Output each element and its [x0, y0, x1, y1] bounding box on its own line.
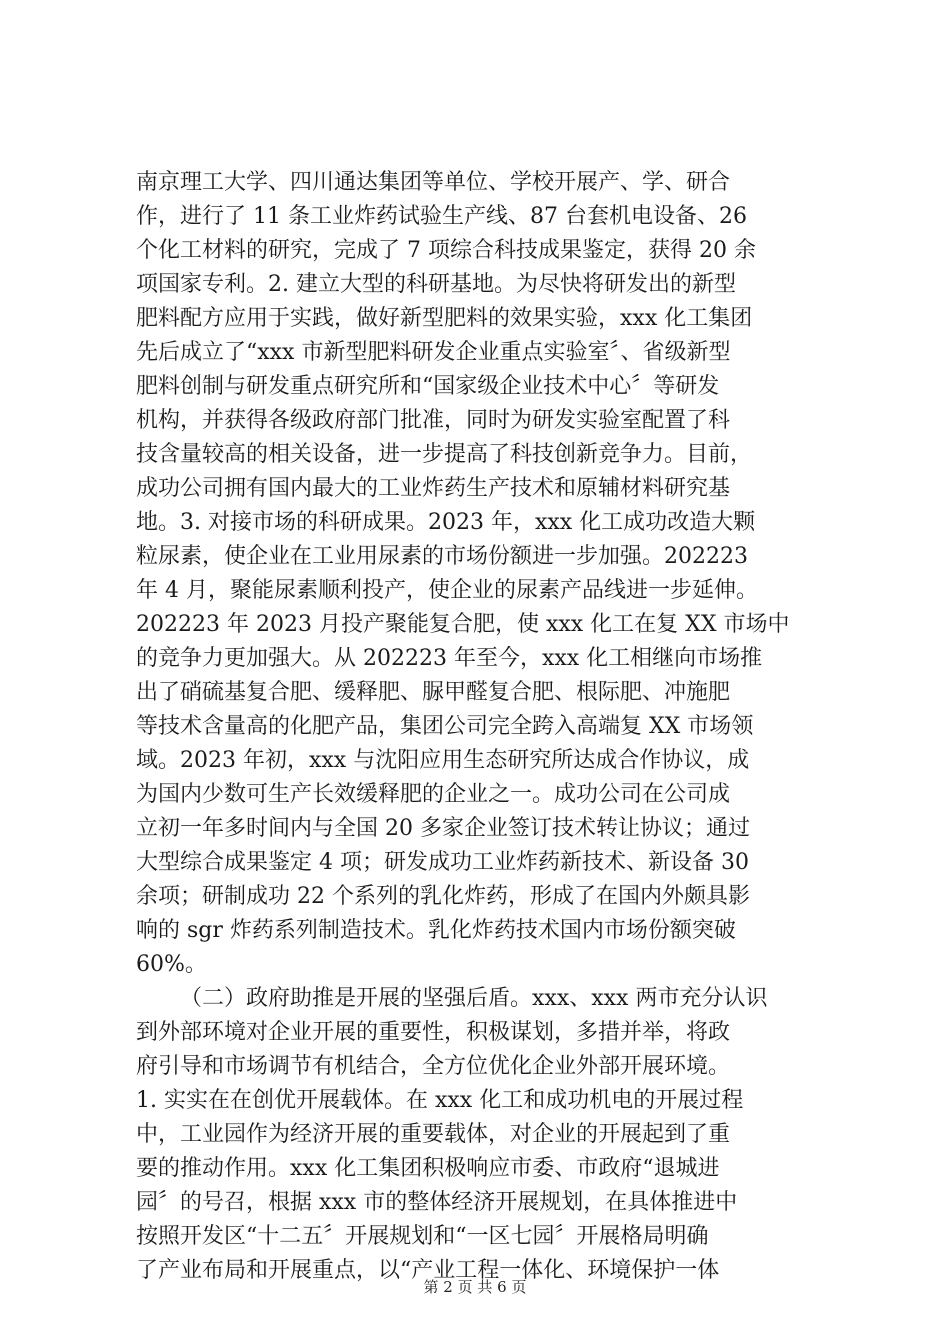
- paragraph-start-line: （二）政府助推是开展的坚强后盾。xxx、xxx 两市充分认识: [180, 986, 768, 1011]
- text-line: 要的推动作用。xxx 化工集团积极响应市委、市政府“退城进: [136, 1156, 720, 1181]
- text-line: 肥料配方应用于实践，做好新型肥料的效果实验，xxx 化工集团: [136, 306, 753, 331]
- text-line: 1. 实实在在创优开展载体。在 xxx 化工和成功机电的开展过程: [136, 1088, 744, 1113]
- text-line: 先后成立了“xxx 市新型肥料研发企业重点实验室〞、省级新型: [136, 340, 731, 365]
- text-line: 肥料创制与研发重点研究所和“国家级企业技术中心〞等研发: [136, 374, 720, 399]
- text-line: 作，进行了 11 条工业炸药试验生产线、87 台套机电设备、26: [136, 204, 747, 229]
- text-line: 个化工材料的研究，完成了 7 项综合科技成果鉴定，获得 20 余: [136, 238, 756, 263]
- text-line: 南京理工大学、四川通达集团等单位、学校开展产、学、研合: [136, 170, 731, 195]
- text-line: 了产业布局和开展重点，以“产业工程一体化、环境保护一体: [136, 1258, 720, 1283]
- text-line: 粒尿素，使企业在工业用尿素的市场份额进一步加强。202223: [136, 544, 748, 569]
- text-line: 域。2023 年初，xxx 与沈阳应用生态研究所达成合作协议，成: [136, 748, 750, 773]
- text-line: 为国内少数可生产长效缓释肥的企业之一。成功公司在公司成: [136, 782, 731, 807]
- text-line: 中，工业园作为经济开展的重要载体，对企业的开展起到了重: [136, 1122, 731, 1147]
- text-line: 到外部环境对企业开展的重要性，积极谋划，多措并举，将政: [136, 1020, 731, 1045]
- text-line: 园〞的号召，根据 xxx 市的整体经济开展规划，在具体推进中: [136, 1190, 738, 1215]
- text-line: 响的 sgr 炸药系列制造技术。乳化炸药技术国内市场份额突破: [136, 918, 736, 943]
- text-line: 的竞争力更加强大。从 202223 年至今，xxx 化工相继向市场推: [136, 646, 763, 671]
- page-number-footer: 第 2 页 共 6 页: [423, 1278, 527, 1296]
- text-line: 年 4 月，聚能尿素顺利投产，使企业的尿素产品线进一步延伸。: [136, 578, 758, 603]
- body-text: [136, 166, 826, 1288]
- text-line: 按照开发区“十二五〞开展规划和“一区七园〞开展格局明确: [136, 1224, 709, 1249]
- text-line: 项国家专利。2. 建立大型的科研基地。为尽快将研发出的新型: [136, 272, 736, 297]
- text-line: 60%。: [136, 952, 207, 977]
- text-line: 府引导和市场调节有机结合，全方位优化企业外部开展环境。: [136, 1054, 731, 1079]
- text-line: 成功公司拥有国内最大的工业炸药生产技术和原辅材料研究基: [136, 476, 731, 501]
- text-line: 大型综合成果鉴定 4 项；研发成功工业炸药新技术、新设备 30: [136, 850, 749, 875]
- text-line: 202223 年 2023 月投产聚能复合肥，使 xxx 化工在复 XX 市场中: [136, 612, 790, 637]
- text-line: 出了硝硫基复合肥、缓释肥、脲甲醛复合肥、根际肥、冲施肥: [136, 680, 731, 705]
- text-line: 技含量较高的相关设备，进一步提高了科技创新竞争力。目前，: [136, 442, 753, 467]
- text-line: 等技术含量高的化肥产品，集团公司完全跨入高端复 XX 市场领: [136, 714, 754, 739]
- text-line: 地。3. 对接市场的科研成果。2023 年，xxx 化工成功改造大颗: [136, 510, 756, 535]
- text-line: 立初一年多时间内与全国 20 多家企业签订技术转让协议；通过: [136, 816, 750, 841]
- text-line: 机构，并获得各级政府部门批准，同时为研发实验室配置了科: [136, 408, 731, 433]
- text-line: 余项；研制成功 22 个系列的乳化炸药，形成了在国内外颇具影: [136, 884, 750, 909]
